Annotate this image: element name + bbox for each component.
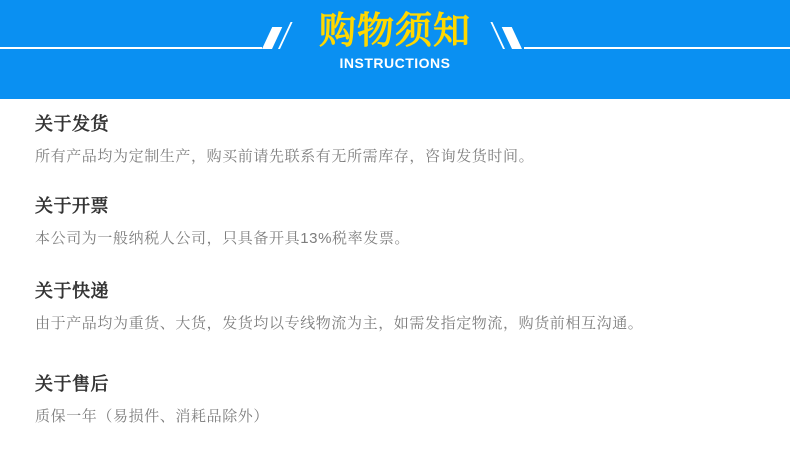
section-aftersales-heading: 关于售后 (35, 374, 109, 394)
section-express-heading: 关于快递 (35, 281, 109, 301)
section-invoice-heading: 关于开票 (35, 196, 109, 216)
banner-title: 购物须知 (319, 10, 471, 51)
section-aftersales-body: 质保一年（易损件、消耗品除外） (35, 408, 270, 425)
section-invoice (35, 195, 755, 249)
section-aftersales (35, 373, 755, 427)
section-shipping-body: 所有产品均为定制生产，购买前请先联系有无所需库存，咨询发货时间。 (35, 148, 535, 165)
section-shipping (35, 113, 755, 167)
section-shipping-heading: 关于发货 (35, 114, 109, 134)
section-express (35, 280, 755, 334)
section-express-body: 由于产品均为重货、大货，发货均以专线物流为主，如需发指定物流，购货前相互沟通。 (35, 315, 644, 332)
notice-content (0, 99, 790, 427)
instructions-banner (0, 0, 790, 99)
section-invoice-body: 本公司为一般纳税人公司，只具备开具13%税率发票。 (35, 230, 411, 247)
banner-subtitle: INSTRUCTIONS (339, 55, 451, 71)
